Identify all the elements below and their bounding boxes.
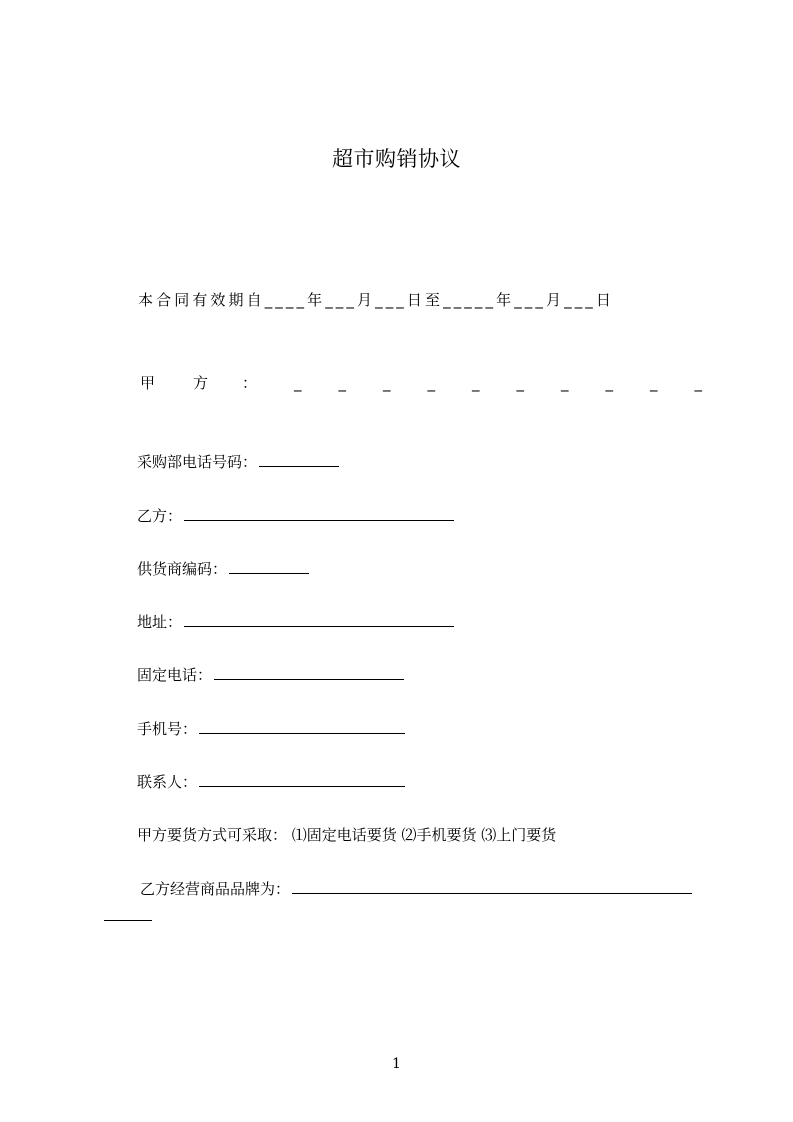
party-a-label-char-1: 甲 xyxy=(140,374,156,392)
supplier-code-blank xyxy=(229,559,309,574)
address-field xyxy=(137,612,454,632)
supplier-code-field xyxy=(137,559,309,579)
party-a-blank xyxy=(294,373,702,393)
party-b-field xyxy=(137,506,454,526)
party-a-colon: ： xyxy=(242,374,258,392)
party-a-dash: _ xyxy=(383,374,391,392)
party-a-dash: _ xyxy=(561,374,569,392)
contact-person-blank xyxy=(199,772,405,787)
address-label: 地址： xyxy=(137,613,183,631)
party-a-dash: _ xyxy=(605,374,613,392)
party-a-dash: _ xyxy=(427,374,435,392)
page-number: 1 xyxy=(392,1056,401,1072)
party-a-dash: _ xyxy=(694,374,702,392)
brands-field xyxy=(140,879,692,899)
landline-label: 固定电话： xyxy=(137,666,213,684)
mobile-blank xyxy=(199,719,405,734)
document-title: 超市购销协议 xyxy=(332,147,461,171)
landline-blank xyxy=(214,665,404,680)
party-a-dash: _ xyxy=(516,374,524,392)
contract-term-line: 本合同有效期自____年___月___日至_____年___月___日 xyxy=(138,291,615,309)
landline-field xyxy=(137,665,404,685)
brands-blank-continuation xyxy=(104,906,152,921)
party-a-dash: _ xyxy=(472,374,480,392)
party-a-dash: _ xyxy=(650,374,658,392)
contact-person-field xyxy=(137,772,405,792)
supplier-code-label: 供货商编码： xyxy=(137,560,228,578)
purchasing-phone-field xyxy=(137,452,339,472)
brands-label: 乙方经营商品品牌为： xyxy=(140,880,291,898)
purchasing-phone-label: 采购部电话号码： xyxy=(137,453,258,471)
mobile-field xyxy=(137,719,405,739)
party-a-dash: _ xyxy=(338,374,346,392)
party-b-blank xyxy=(184,506,454,521)
party-a-label-char-2: 方 xyxy=(193,374,209,392)
party-a-dash: _ xyxy=(294,374,302,392)
contact-person-label: 联系人： xyxy=(137,773,198,791)
mobile-label: 手机号： xyxy=(137,720,198,738)
party-b-label: 乙方： xyxy=(137,507,183,525)
purchasing-phone-blank xyxy=(259,452,339,467)
brands-blank xyxy=(292,879,692,894)
ordering-methods-line: 甲方要货方式可采取： ⑴固定电话要货 ⑵手机要货 ⑶上门要货 xyxy=(137,826,557,844)
address-blank xyxy=(184,612,454,627)
